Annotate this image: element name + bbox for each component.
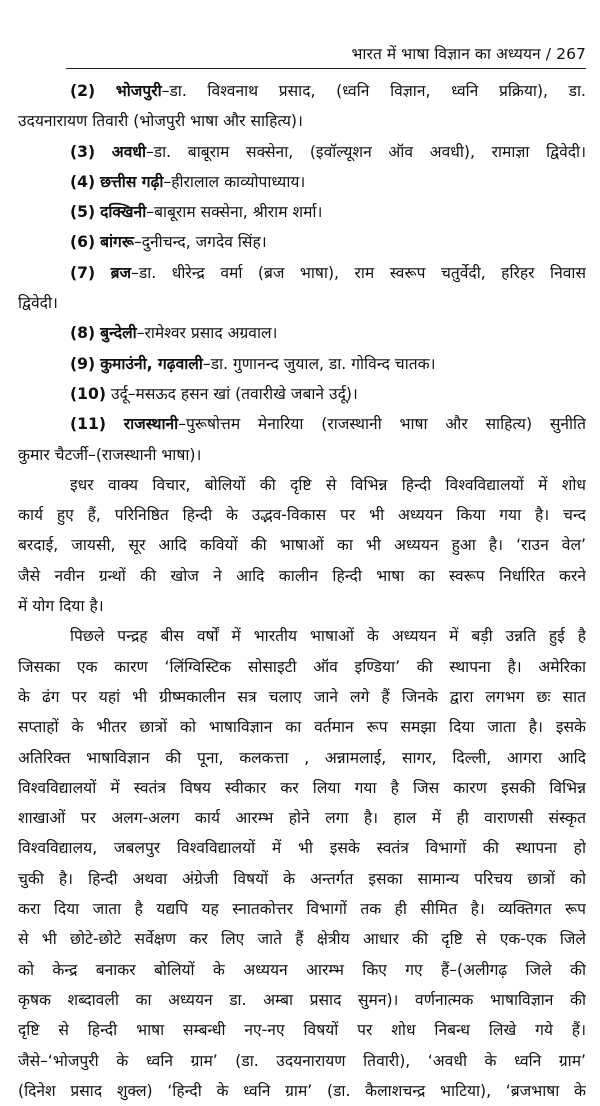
line-text: उदयनारायण तिवारी (भोजपुरी भाषा और साहित्य)।	[18, 112, 303, 131]
text-line	[18, 258, 586, 288]
line-text: –डा. धीरेन्द्र वर्मा (ब्रज भाषा), राम स्वरूप चतुर्वेदी, हरिहर निवास	[131, 263, 586, 282]
line-text: इधर वाक्य विचार, बोलियों की दृष्टि से विभिन्न हिन्दी विश्वविद्यालयों में शोध	[70, 475, 586, 494]
line-text: –हीरालाल काव्योपाध्याय।	[163, 172, 306, 191]
line-text: दृष्टि से हिन्दी भाषा सम्बन्धी नए-नए विषयों पर शोध निबन्ध लिखे गये हैं।	[18, 1021, 586, 1040]
line-text: शाखाओं पर अलग-अलग कार्य आरम्भ होने लगा है। हाल में ही वाराणसी संस्कृत	[18, 809, 586, 828]
text-line	[18, 1046, 586, 1076]
text-line	[18, 379, 586, 409]
text-line	[18, 652, 586, 682]
line-text: –दुनीचन्द, जगदेव सिंह।	[133, 233, 267, 252]
text-line	[18, 76, 586, 106]
text-line	[18, 530, 586, 560]
text-line	[18, 137, 586, 167]
item-number: (10)	[70, 384, 106, 403]
line-text: उर्दू–मसऊद हसन खां (तवारीखे जबाने उर्दू)।	[110, 384, 358, 403]
dialect-name: बुन्देली	[100, 324, 137, 343]
text-line	[18, 833, 586, 863]
text-line	[18, 106, 586, 136]
line-text: जिसका एक कारण ‘लिंग्विस्टिक सोसाइटी ऑव इण्डिया’ की स्थापना है। अमेरिका	[18, 657, 586, 676]
line-text: सप्ताहों के भीतर छात्रों को भाषाविज्ञान का वर्तमान रूप समझा दिया जाता है। इसके	[18, 718, 586, 737]
line-text: –पुरूषोत्तम मेनारिया (राजस्थानी भाषा और साहित्य) सुनीति	[178, 415, 586, 434]
line-text: –डा. गुणानन्द जुयाल, डा. गोविन्द चातक।	[202, 354, 436, 373]
text-line	[18, 318, 586, 348]
line-text: –डा. विश्वनाथ प्रसाद, (ध्वनि विज्ञान, ध्वनि प्रक्रिया), डा.	[161, 82, 586, 100]
dialect-name: छत्तीस गढ़ी	[100, 172, 164, 191]
text-line	[18, 773, 586, 803]
text-line	[18, 682, 586, 712]
text-line	[18, 985, 586, 1015]
line-text: को केन्द्र बनाकर बोलियों के अध्ययन आरम्भ किए गए हैं–(अलीगढ़ जिले की	[18, 960, 586, 979]
text-line	[18, 1076, 586, 1106]
text-line	[18, 167, 586, 197]
text-line	[18, 409, 586, 439]
line-text: कुमार चैटर्जी–(राजस्थानी भाषा)।	[18, 445, 202, 464]
line-text: से भी छोटे-छोटे सर्वेक्षण कर लिए जाते हैं क्षेत्रीय आधार की दृष्टि से एक-एक जिले	[18, 930, 586, 949]
text-line	[18, 621, 586, 651]
text-line	[18, 561, 586, 591]
item-number: (7)	[70, 263, 96, 282]
item-number: (8)	[70, 324, 96, 343]
dialect-name: दक्खिनी	[100, 203, 147, 222]
text-line	[18, 1015, 586, 1045]
text-line	[18, 197, 586, 227]
line-text: जैसे–‘भोजपुरी के ध्वनि ग्राम’ (डा. उदयनारायण तिवारी), ‘अवधी के ध्वनि ग्राम’	[18, 1051, 586, 1070]
item-number: (2)	[70, 82, 96, 100]
dialect-name: ब्रज	[110, 263, 132, 282]
item-number: (11)	[70, 415, 106, 434]
item-number: (3)	[70, 142, 96, 161]
text-line	[18, 500, 586, 530]
text-line	[18, 924, 586, 954]
text-line	[18, 894, 586, 924]
line-text: विश्वविद्यालयों में स्वतंत्र विषय स्वीकार कर लिया गया है जिस कारण इसकी विभिन्न	[18, 778, 586, 797]
text-line	[18, 591, 586, 621]
line-text: चुकी है। हिन्दी अथवा अंग्रेजी विषयों के अन्तर्गत इसका सामान्य परिचय छात्रों को	[18, 869, 586, 888]
line-text: –रामेश्वर प्रसाद अग्रवाल।	[136, 324, 278, 343]
line-text: में योग दिया है।	[18, 597, 104, 616]
text-line	[18, 955, 586, 985]
text-line	[18, 470, 586, 500]
line-text: जैसे नवीन ग्रन्थों की खोज ने आदि कालीन हिन्दी भाषा का स्वरूप निर्धारित करने	[18, 566, 586, 585]
line-text: –डा. बाबूराम सक्सेना, (इवॉल्यूशन ऑव अवधी), रामाज्ञा द्विवेदी।	[146, 142, 586, 161]
text-line	[18, 712, 586, 742]
dialect-name: भोजपुरी	[115, 82, 162, 100]
item-number: (6)	[70, 233, 96, 252]
line-text: करा दिया जाता है यद्यपि यह स्नातकोत्तर विभागों तक ही सीमित है। व्यक्तिगत रूप	[18, 900, 586, 919]
running-head: भारत में भाषा विज्ञान का अध्ययन / 267	[351, 45, 586, 63]
line-text: कार्य हुए हैं, परिनिष्ठित हिन्दी के उद्भव-विकास पर भी अध्ययन किया गया है। चन्द	[18, 506, 586, 525]
item-number: (4)	[70, 172, 96, 191]
text-line	[18, 288, 586, 318]
text-line	[18, 743, 586, 773]
text-line	[18, 440, 586, 470]
line-text: अतिरिक्त भाषाविज्ञान की पूना, कलकत्ता , अन्नामलाई, सागर, दिल्ली, आगरा आदि	[18, 748, 586, 767]
text-line	[18, 227, 586, 257]
line-text: (दिनेश प्रसाद शुक्ल) ‘हिन्दी के ध्वनि ग्राम’ (डा. कैलाशचन्द्र भाटिया), ‘ब्रजभाषा के	[18, 1081, 586, 1100]
line-text: द्विवेदी।	[18, 294, 58, 313]
line-text: पिछले पन्द्रह बीस वर्षों में भारतीय भाषाओं के अध्ययन में बड़ी उन्नति हुई है	[70, 627, 586, 646]
line-text: के ढंग पर यहां भी ग्रीष्मकालीन सत्र चलाए जाने लगे हैं जिनके द्वारा लगभग छः सात	[18, 687, 586, 706]
body-text	[18, 76, 586, 1106]
item-number: (9)	[70, 354, 96, 373]
dialect-name: बांगरू	[100, 233, 134, 252]
text-line	[18, 349, 586, 379]
item-number: (5)	[70, 203, 96, 222]
line-text: विश्वविद्यालय, जबलपुर विश्वविद्यालयों में भी इसके स्वतंत्र विभागों की स्थापना हो	[18, 839, 586, 858]
header-rule	[66, 68, 586, 69]
text-line	[18, 803, 586, 833]
line-text: बरदाई, जायसी, सूर आदि कवियों की भाषाओं का भी अध्ययन हुआ है। ‘राउन वेल’	[18, 536, 586, 555]
dialect-name: अवधी	[111, 142, 146, 161]
dialect-name: कुमाउंनी, गढ़वाली	[100, 354, 203, 373]
dialect-name: राजस्थानी	[123, 415, 179, 434]
line-text: –बाबूराम सक्सेना, श्रीराम शर्मा।	[146, 203, 323, 222]
text-line	[18, 864, 586, 894]
line-text: कृषक शब्दावली का अध्ययन डा. अम्बा प्रसाद सुमन)। वर्णनात्मक भाषाविज्ञान की	[18, 990, 586, 1009]
